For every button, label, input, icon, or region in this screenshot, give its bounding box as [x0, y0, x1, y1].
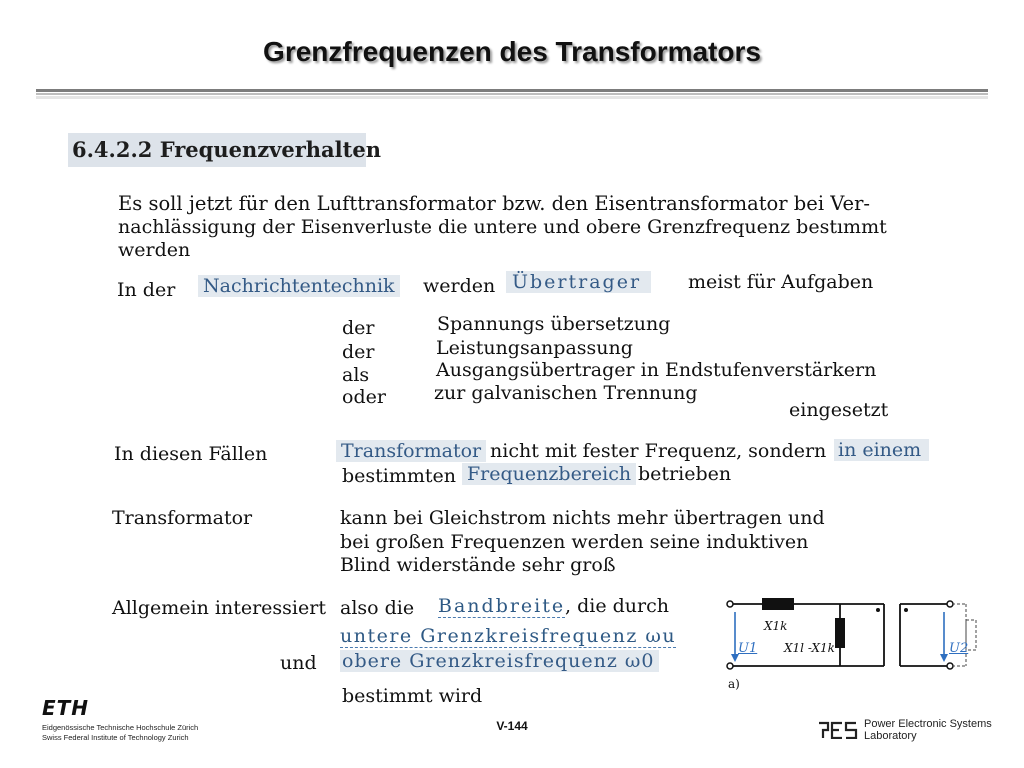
- cases-label: In diesen Fällen: [114, 443, 268, 465]
- cases-betrieben: betrieben: [638, 463, 732, 485]
- x1l-label: X1l -X1k: [784, 641, 835, 655]
- general-also-die: also die: [340, 597, 415, 619]
- general-und: und: [280, 652, 317, 674]
- cases-in-einem: [834, 440, 929, 461]
- general-bandbreite: [438, 596, 565, 617]
- general-untere: [340, 626, 676, 647]
- uebertrager-highlight: Übertrager: [506, 271, 651, 293]
- general-die-durch: , die durch: [565, 595, 669, 617]
- intro-line-2: nachlässigung der Eisenverluste die untere und obere Grenzfrequenz bestımmt: [118, 216, 887, 238]
- usage-eingesetzt: eingesetzt: [789, 399, 889, 421]
- circuit-caption: a): [728, 677, 740, 691]
- usage-nachrichtentechnik: [198, 276, 400, 297]
- eth-name-english: Swiss Federal Institute of Technology Zurich: [42, 733, 189, 742]
- dc-line-1: kann bei Gleichstrom nichts mehr übertragen und: [340, 507, 825, 529]
- pes-line-1: Power Electronic Systems: [864, 718, 992, 730]
- dc-label: Transformator: [112, 507, 253, 529]
- general-bestimmt: bestimmt wird: [342, 685, 483, 707]
- intro-line-3: werden: [118, 239, 191, 261]
- x1k-inductor-shape: [762, 598, 794, 610]
- pes-lab-name: [864, 718, 992, 742]
- usage-row-3-word: als: [342, 364, 370, 386]
- intro-line-1: Es soll jetzt für den Lufttransformator bzw. den Eisentransformator bei Ver-: [118, 192, 870, 215]
- dc-line-3: Blind widerstände sehr groß: [340, 554, 616, 576]
- slide-title: Grenzfrequenzen des Transformators: [263, 36, 761, 67]
- cases-frequenzbereich: [462, 464, 636, 485]
- usage-row-2-text: Leistungsanpassung: [436, 337, 633, 359]
- circuit-diagram: [722, 590, 992, 690]
- bandbreite-underline: Bandbreite: [438, 595, 566, 617]
- dc-line-2: bei großen Frequenzen werden seine induktiven: [340, 531, 809, 553]
- cases-bestimmten: bestimmten: [342, 465, 457, 487]
- x1l-inductor-shape: [835, 618, 845, 648]
- x1k-label: X1k: [764, 619, 788, 633]
- u1-label: U1: [738, 641, 758, 656]
- general-label: Allgemein interessiert: [112, 597, 326, 619]
- u2-label: U2: [949, 641, 969, 656]
- usage-meist: meist für Aufgaben: [688, 271, 874, 293]
- pes-logo-icon: [818, 721, 858, 739]
- usage-row-4-text: zur galvanischen Trennung: [434, 382, 698, 404]
- usage-row-2-word: der: [342, 341, 375, 363]
- in-einem-highlight: in einem: [834, 439, 929, 461]
- usage-werden: werden: [423, 275, 496, 297]
- section-heading: 6.4.2.2 Frequenzverhalten: [68, 133, 366, 167]
- eth-name-german: Eidgenössische Technische Hochschule Zürich: [42, 723, 199, 732]
- pes-line-2: Laboratory: [864, 730, 917, 742]
- obere-highlight: obere Grenzkreisfrequenz ω0: [340, 650, 659, 672]
- usage-row-4-word: oder: [342, 386, 386, 408]
- general-obere: [340, 651, 659, 672]
- frequenzbereich-highlight: Frequenzbereich: [462, 463, 636, 485]
- usage-row-1-word: der: [342, 317, 375, 339]
- usage-in-der: In der: [117, 279, 176, 301]
- title-divider: [36, 89, 988, 99]
- page-number: V-144: [496, 719, 528, 733]
- transformer-equivalent-circuit: [722, 590, 992, 695]
- nachrichtentechnik-highlight: Nachrichtentechnik: [198, 275, 400, 297]
- usage-row-3-text: Ausgangsübertrager in Endstufenverstärkern: [436, 359, 877, 381]
- cases-mid: nicht mit fester Frequenz, sondern: [490, 440, 827, 462]
- usage-row-1-text: Spannungs übersetzung: [437, 313, 671, 335]
- untere-underline: untere Grenzkreisfrequenz ωu: [340, 625, 677, 647]
- transformator-highlight: Transformator: [336, 440, 486, 462]
- cases-transformator: [336, 441, 486, 462]
- eth-logo: ETH: [42, 696, 90, 720]
- usage-uebertrager: [506, 272, 651, 293]
